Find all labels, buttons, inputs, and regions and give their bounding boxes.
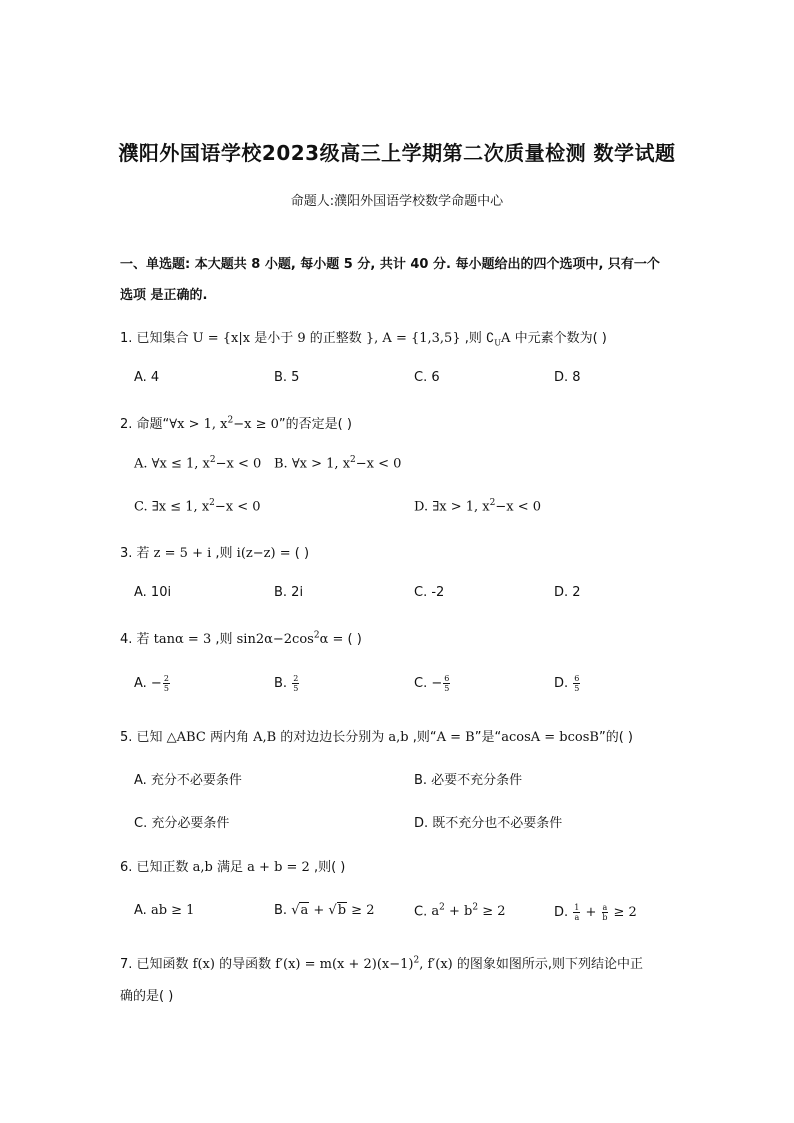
- question-1-option-c[interactable]: C. 6: [414, 370, 440, 385]
- author-line: 命题人:濮阳外国语学校数学命题中心: [290, 194, 504, 209]
- question-3-option-d[interactable]: D. 2: [554, 585, 581, 600]
- fraction: $\frac{2}{5}$: [293, 674, 299, 693]
- question-5-stem: 5. 已知 △ABC 两内角 A,B 的对边边长分别为 a,b ,则“A = B”是“acosA = bcosB”的( ): [120, 730, 633, 745]
- question-3-option-c[interactable]: C. -2: [414, 585, 445, 600]
- fraction: $\frac{1}{a}$: [574, 903, 580, 922]
- page-title: 濮阳外国语学校2023级高三上学期第二次质量检测 数学试题: [118, 141, 676, 165]
- question-5-option-c[interactable]: C. 充分必要条件: [134, 816, 230, 831]
- question-7-stem-line2: 确的是( ): [120, 989, 174, 1004]
- question-1-option-d[interactable]: D. 8: [554, 370, 581, 385]
- question-6-option-d[interactable]: D. $\frac{1}{a}$ + $\frac{a}{b}$ ≥ 2: [554, 903, 637, 922]
- fraction: $\frac{2}{5}$: [163, 674, 169, 693]
- question-6-option-c[interactable]: C. $a^2 + b^2 \ge 2$: [414, 903, 506, 920]
- question-5-option-d[interactable]: D. 既不充分也不必要条件: [414, 816, 563, 831]
- question-7-stem: 7. 已知函数 f(x) 的导函数 $f'(x) = m(x + 2)(x-1)^2$, f′(x) 的图象如图所示,则下列结论中正: [120, 955, 644, 972]
- question-2-stem: 2. 命题“∀x > 1, $x^2-x \ge 0$”的否定是( ): [120, 415, 352, 432]
- question-1-option-a[interactable]: A. 4: [134, 370, 160, 385]
- question-2-option-d[interactable]: D. ∃x > 1, $x^2-x < 0$: [414, 498, 542, 515]
- question-4-option-b[interactable]: B. $\frac{2}{5}$: [274, 674, 299, 693]
- question-3-stem: 3. 若 z = 5 + i ,则 i(z−z) = ( ): [120, 546, 310, 561]
- section-heading-line2: 选项 是正确的.: [120, 288, 208, 303]
- question-4-option-a[interactable]: A. − $\frac{2}{5}$: [134, 674, 169, 693]
- question-4-option-d[interactable]: D. $\frac{6}{5}$: [554, 674, 580, 693]
- question-4-stem: 4. 若 tanα = 3 ,则 $\sin 2\alpha-2\cos^2\alpha$ = ( ): [120, 630, 362, 647]
- question-6-stem: 6. 已知正数 a,b 满足 a + b = 2 ,则( ): [120, 860, 346, 875]
- question-6-option-a[interactable]: A. ab ≥ 1: [134, 903, 195, 918]
- question-1-option-b[interactable]: B. 5: [274, 370, 300, 385]
- question-3-option-a[interactable]: A. 10i: [134, 585, 172, 600]
- question-2-option-b[interactable]: B. ∀x > 1, $x^2-x < 0$: [274, 455, 402, 472]
- fraction: $\frac{6}{5}$: [574, 674, 580, 693]
- question-2-option-a[interactable]: A. ∀x ≤ 1, $x^2-x < 0$: [134, 455, 262, 472]
- question-4-option-c[interactable]: C. − $\frac{6}{5}$: [414, 674, 450, 693]
- question-6-option-b[interactable]: B. √a + √b ≥ 2: [274, 903, 375, 918]
- question-5-option-a[interactable]: A. 充分不必要条件: [134, 773, 242, 788]
- section-heading-line1: 一、单选题: 本大题共 8 小题, 每小题 5 分, 共计 40 分. 每小题给出的四个选项中, 只有一个: [120, 257, 660, 272]
- question-1-stem: 1. 已知集合 U = {x|x 是小于 9 的正整数 }, A = {1,3,5} ,则 $∁_UA$ 中元素个数为( ): [120, 331, 607, 348]
- fraction: $\frac{a}{b}$: [602, 903, 608, 922]
- question-3-option-b[interactable]: B. 2i: [274, 585, 304, 600]
- fraction: $\frac{6}{5}$: [444, 674, 450, 693]
- question-5-option-b[interactable]: B. 必要不充分条件: [414, 773, 523, 788]
- question-2-option-c[interactable]: C. ∃x ≤ 1, $x^2-x < 0$: [134, 498, 261, 515]
